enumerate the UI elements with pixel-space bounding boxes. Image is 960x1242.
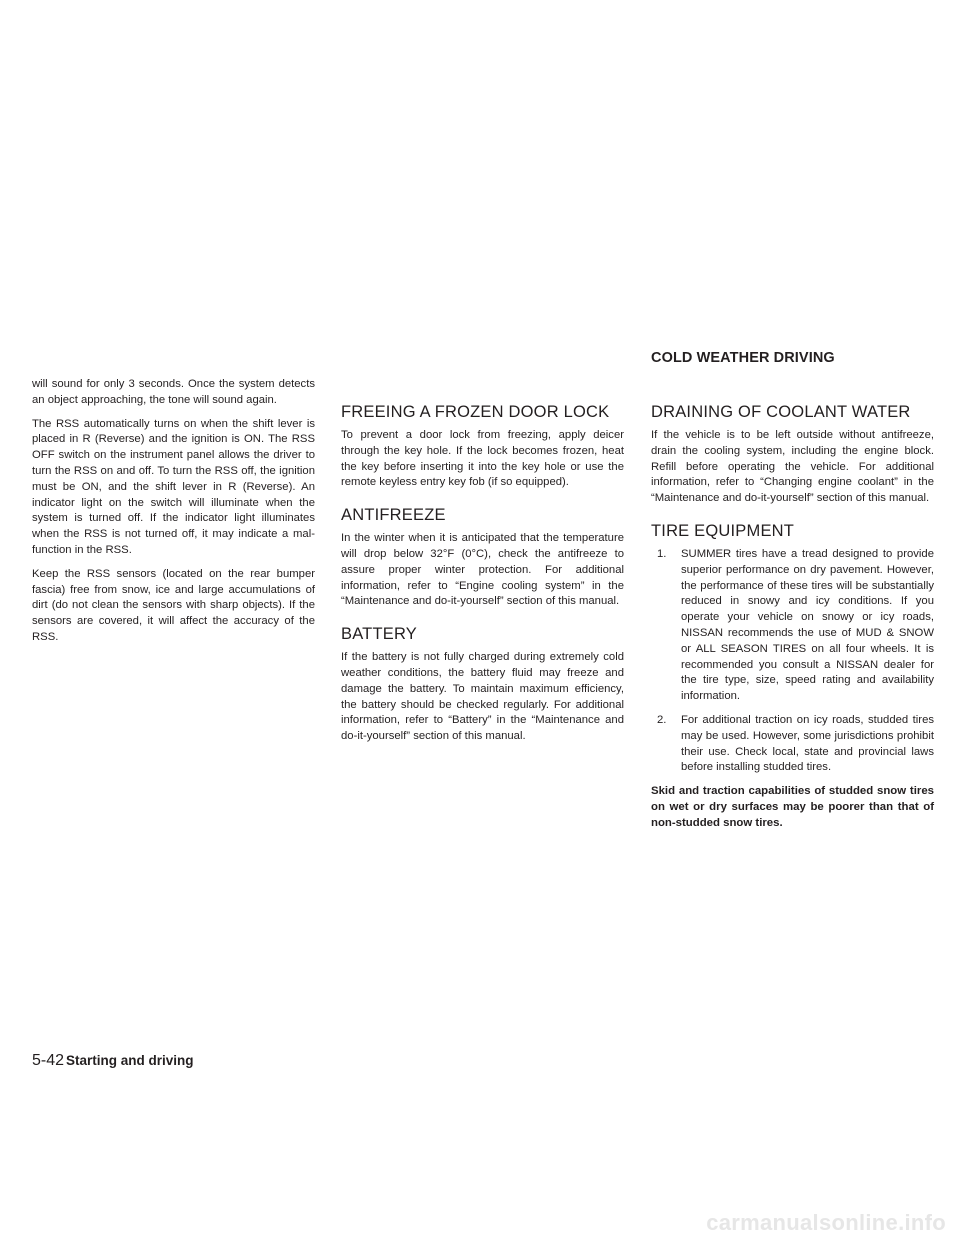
heading-coolant: DRAINING OF COOLANT WATER — [651, 403, 911, 421]
paragraph-antifreeze: In the winter when it is anticipated that the temperature will drop below 32°F (0°C), check the antifreeze to assure proper winter protection. For additional information, refer to “Engine cooling system” in the “Maintenance and do-it-yourself” section of this manual. — [341, 532, 624, 608]
heading-battery: BATTERY — [341, 625, 417, 644]
list-item — [651, 713, 934, 776]
list-item-number: 1. — [657, 547, 667, 560]
paragraph-frozen-door-lock: To prevent a door lock from freezing, apply deicer through the key hole. If the lock becomes frozen, heat the key before inserting it into the key hole or use the remote keyless entry key fob (if so equipped). — [341, 429, 624, 489]
studded-tire-warning: Skid and traction capabilities of studded snow tires on wet or dry surfaces may be poorer than that of non-studded snow tires. — [651, 785, 934, 829]
list-item-text: For additional traction on icy roads, studded tires may be used. However, some jurisdictions prohibit their use. Check local, state and provincial laws before installing studded tires. — [681, 713, 934, 774]
chapter-title: Starting and driving — [66, 1053, 194, 1068]
tire-list — [651, 547, 934, 776]
paragraph-rss-sensors: Keep the RSS sensors (located on the rear bumper fascia) free from snow, ice and large accumulations of dirt (do not clean the sensors with sharp objects). If the sensors are covered, it will affect the accuracy of the RSS. — [32, 567, 315, 643]
page-number: 5-42 — [32, 1052, 65, 1069]
heading-antifreeze: ANTIFREEZE — [341, 506, 446, 525]
heading-tire-equipment: TIRE EQUIPMENT — [651, 521, 795, 540]
page-footer — [32, 1052, 194, 1070]
column-2 — [341, 402, 624, 753]
paragraph-coolant: If the vehicle is to be left outside without antifreeze, drain the cooling system, including the engine block. Refill before operating the vehicle. For additional information, refer to “Changing engine coolant” in the “Maintenance and do-it-yourself” section of this manual. — [651, 429, 934, 505]
heading-frozen-door-lock: FREEING A FROZEN DOOR LOCK — [341, 403, 610, 421]
paragraph-rss-tone: will sound for only 3 seconds. Once the system detects an object approaching, the tone will sound again. — [32, 378, 315, 406]
paragraph-rss-operation: The RSS automatically turns on when the shift lever is placed in R (Reverse) and the ignition is ON. The RSS OFF switch on the instrument panel allows the driver to turn the RSS on and off. To turn the RSS off, the ignition must be ON, and the shift lever in R (Reverse). An indicator light on the switch will illuminate when the system is turned off. If the indicator light illuminates when the RSS is not turned off, it may indicate a malfunction in the RSS. — [32, 417, 315, 556]
column-3 — [651, 402, 934, 840]
paragraph-battery: If the battery is not fully charged during extremely cold weather conditions, the battery fluid may freeze and damage the battery. To maintain maximum efficiency, the battery should be checked regularly. For additional information, refer to “Battery” in the “Maintenance and do-it-yourself” section of this manual. — [341, 651, 624, 743]
column-1 — [32, 377, 315, 654]
watermark: carmanualsonline.info — [706, 1210, 946, 1235]
list-item-text: SUMMER tires have a tread designed to provide superior performance on dry pavement. However, the performance of these tires will be substantially reduced in snowy and icy conditions. If you operate your vehicle on snowy or icy roads, NISSAN recommends the use of MUD & SNOW or ALL SEASON TIRES on all four wheels. It is recommended you consult a NISSAN dealer for the tire type, size, speed rating and availability information. — [681, 547, 934, 703]
list-item-number: 2. — [657, 713, 667, 726]
section-title: COLD WEATHER DRIVING — [651, 350, 835, 366]
list-item — [651, 547, 934, 705]
